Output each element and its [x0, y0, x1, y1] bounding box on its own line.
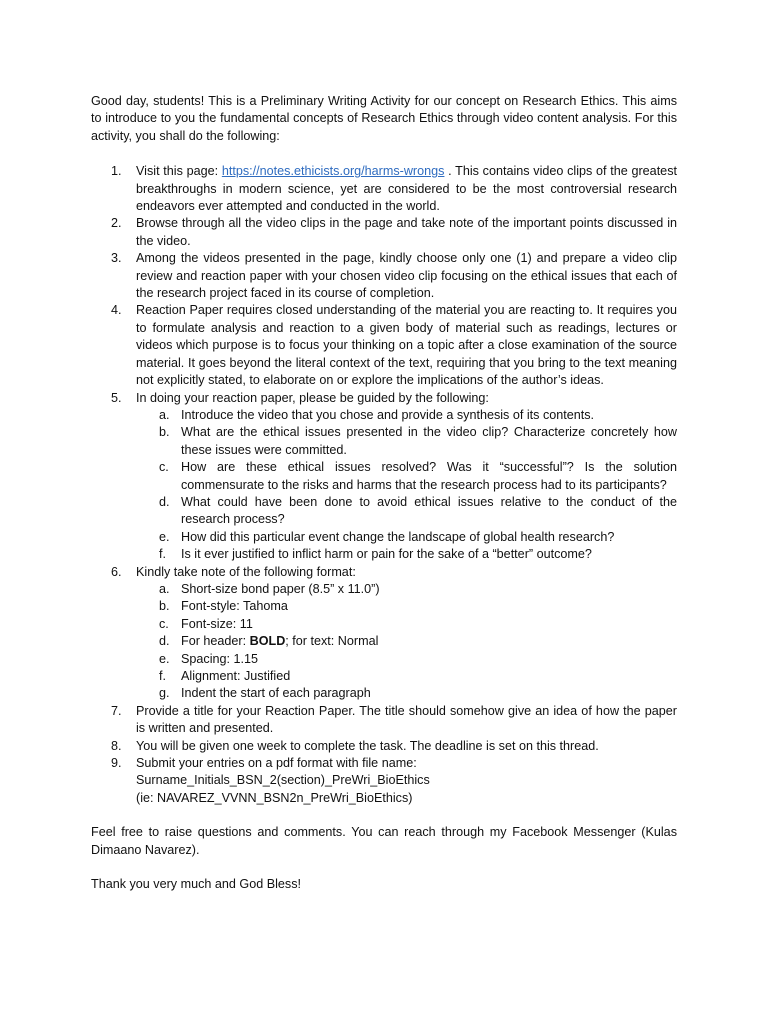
item3-text: Among the videos presented in the page, kindly choose only one (1) and prepare a video clip review and reaction paper with your chosen video clip focusing on the ethical issues that each of the research project faced in its course of completion.	[136, 251, 677, 301]
item1-text-before: Visit this page:	[136, 164, 222, 179]
feel-free-paragraph: Feel free to raise questions and comments. You can reach through my Facebook Messenger (Kulas Dimaano Navarez).	[91, 825, 677, 857]
list-number: 1.	[111, 164, 122, 179]
sub-item-6c	[136, 616, 677, 633]
sub-item-5e	[136, 529, 677, 546]
sub-letter: e.	[159, 529, 170, 544]
list-item-5	[91, 390, 677, 564]
list-item-8	[91, 738, 677, 755]
sub-letter: d.	[159, 634, 170, 649]
list-number: 9.	[111, 756, 122, 771]
list-number: 7.	[111, 703, 122, 718]
sub-letter: c.	[159, 460, 169, 475]
sub-text: Alignment: Justified	[181, 669, 291, 683]
list-number: 3.	[111, 251, 122, 266]
list-number: 5.	[111, 390, 122, 405]
sub-text-pre: For header:	[181, 634, 250, 649]
closing-line: Thank you very much and God Bless!	[91, 877, 301, 892]
item1-text-after: . This contains video clips of the greatest breakthroughs in modern science, yet are considered to be the most controversial research endeavors ever attempted and conducted in the world.	[136, 164, 677, 214]
sub-item-5d	[136, 494, 677, 529]
sub-letter: f.	[159, 547, 166, 562]
document-body	[91, 93, 677, 893]
sub-item-5f	[136, 546, 677, 563]
instructions-list	[91, 163, 677, 807]
sub-text: Font-size: 11	[181, 616, 253, 631]
list-item-4	[91, 302, 677, 389]
list-item-7	[91, 703, 677, 738]
sub-item-5c	[136, 459, 677, 494]
sub-letter: b.	[159, 425, 170, 440]
sub-letter: d.	[159, 494, 170, 509]
sub-letter: g.	[159, 686, 170, 701]
sub-text: Introduce the video that you chose and provide a synthesis of its contents.	[181, 407, 595, 422]
list-item-3	[91, 250, 677, 302]
sub-letter: b.	[159, 599, 170, 614]
sub-item-6d	[136, 633, 677, 650]
sub-letter: a.	[159, 407, 170, 422]
list-number: 6.	[111, 564, 122, 579]
list-number: 2.	[111, 216, 122, 231]
sub-item-6a	[136, 581, 677, 598]
sub-text: Indent the start of each paragraph	[181, 686, 371, 701]
list-number: 8.	[111, 738, 122, 753]
sub-text: How did this particular event change the landscape of global health research?	[181, 529, 615, 544]
sub-letter: a.	[159, 581, 170, 596]
list-item-9	[91, 755, 677, 807]
format-sublist	[136, 581, 677, 703]
sub-letter: f.	[159, 669, 166, 683]
filename-example: (ie: NAVAREZ_VVNN_BSN2n_PreWri_BioEthics)	[136, 790, 413, 805]
sub-item-6e	[136, 651, 677, 668]
item6-text: Kindly take note of the following format:	[136, 564, 356, 579]
list-item-6	[91, 564, 677, 703]
sub-text-bold: BOLD	[249, 634, 286, 649]
intro-paragraph: Good day, students! This is a Preliminary Writing Activity for our concept on Research Ethics. This aims to introduce to you the fundamental concepts of Research Ethics through video content analysis. For this activity, you shall do the following:	[91, 94, 677, 143]
sub-item-6f	[136, 668, 677, 685]
item2-text: Browse through all the video clips in the page and take note of the important points discussed in the video.	[136, 216, 677, 248]
sub-text: Font-style: Tahoma	[181, 599, 288, 614]
filename-format: Surname_Initials_BSN_2(section)_PreWri_BioEthics	[136, 773, 430, 788]
list-number: 4.	[111, 303, 122, 318]
item7-text: Provide a title for your Reaction Paper. The title should somehow give an idea of how the paper is written and presented.	[136, 703, 677, 736]
sub-text: Short-size bond paper (8.5” x 11.0”)	[181, 581, 380, 596]
sub-item-6g	[136, 685, 677, 702]
sub-text: Is it ever justified to inflict harm or pain for the sake of a “better” outcome?	[181, 547, 592, 562]
sub-text: How are these ethical issues resolved? Was it “successful”? Is the solution commensurate to the risks and harms that the research process had to its participants?	[181, 460, 677, 492]
ethicists-link[interactable]: https://notes.ethicists.org/harms-wrongs	[221, 164, 445, 179]
item8-text: You will be given one week to complete the task. The deadline is set on this thread.	[136, 738, 599, 753]
guide-sublist	[136, 407, 677, 564]
sub-text: What are the ethical issues presented in the video clip? Characterize concretely how these issues were committed.	[181, 425, 677, 457]
sub-text: What could have been done to avoid ethical issues relative to the conduct of the research process?	[181, 494, 677, 527]
item4-text: Reaction Paper requires closed understanding of the material you are reacting to. It requires you to formulate analysis and reaction to a given body of material such as readings, lectures or videos which purpose is to focus your thinking on a topic after a close examination of the source material. It goes beyond the literal context of the text, requiring that you bring to the text meaning not explicitly stated, to elaborate on or explore the implications of the author’s ideas.	[136, 303, 677, 388]
sub-text: Spacing: 1.15	[181, 651, 259, 666]
sub-item-6b	[136, 598, 677, 615]
item9-text: Submit your entries on a pdf format with file name:	[136, 756, 417, 771]
list-item-2	[91, 215, 677, 250]
sub-item-5a	[136, 407, 677, 424]
sub-letter: c.	[159, 616, 169, 631]
sub-text-post: ; for text: Normal	[285, 634, 379, 649]
sub-item-5b	[136, 424, 677, 459]
list-item-1	[91, 163, 677, 215]
item5-text: In doing your reaction paper, please be guided by the following:	[136, 390, 489, 405]
sub-letter: e.	[159, 651, 170, 666]
